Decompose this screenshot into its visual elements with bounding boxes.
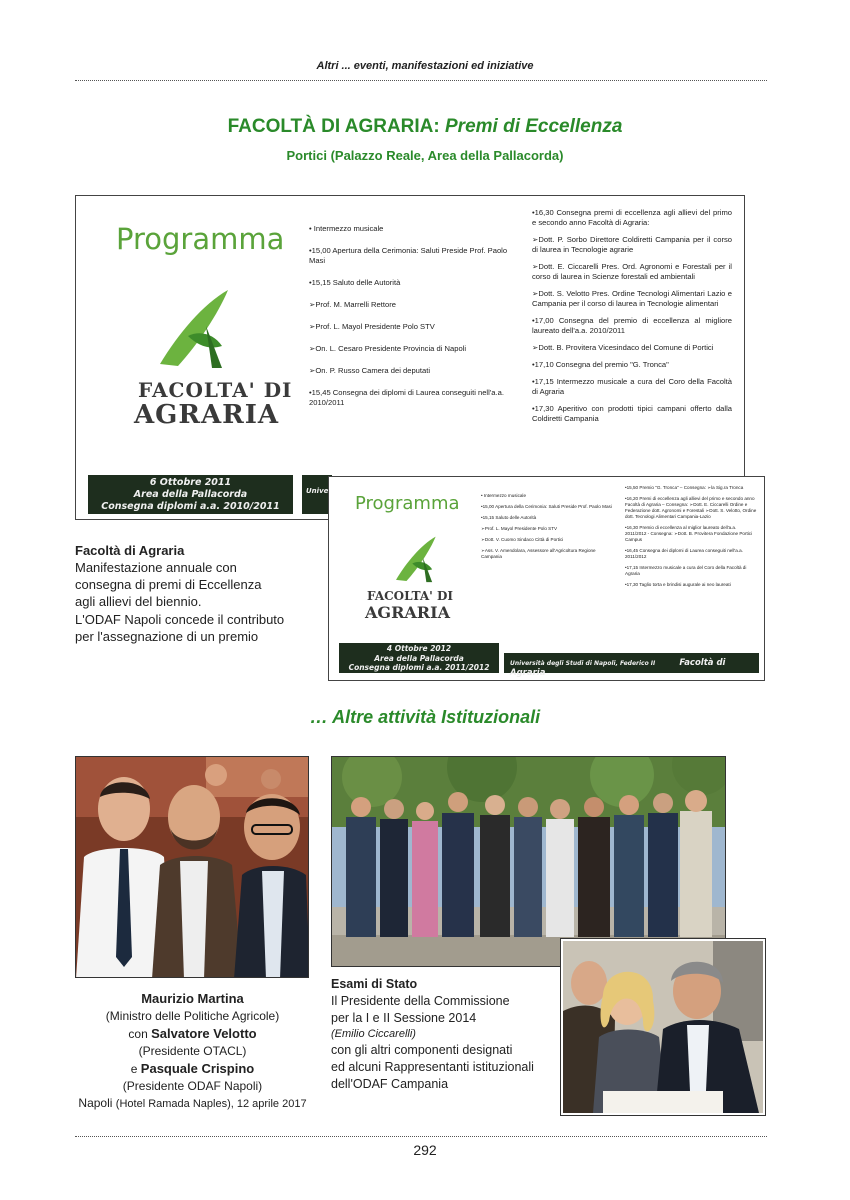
photo-group-image	[332, 757, 726, 967]
caption-line: per l'assegnazione di un premio	[75, 628, 259, 644]
program-card-2011	[75, 195, 745, 520]
program-column-2	[625, 485, 757, 593]
caption-connector: con	[128, 1026, 148, 1041]
program-item: •17,00 Consegna del premio di eccellenza al migliore laureato dell'a.a. 2010/2011	[532, 316, 732, 336]
program-item: •17,30 Taglio torta e brindisi augurale ai neo laureati	[625, 581, 731, 587]
footer-university: Università degli Studi di Napoli, Federico II	[510, 660, 656, 667]
photo-commission-inset	[561, 939, 765, 1115]
banner-date: 6 Ottobre 2011	[149, 477, 232, 488]
program-footer	[504, 653, 759, 678]
footer-faculty: Facoltà di Agraria	[510, 658, 726, 678]
article-title-italic: Premi di Eccellenza	[445, 116, 623, 137]
logo-text-line2: AGRARIA	[134, 400, 280, 430]
program-item: •17,15 Intermezzo musicale a cura del Coro della Facoltà di Agraria	[532, 377, 732, 397]
program-column-1	[481, 493, 613, 565]
logo-text-line1: FACOLTA' DI	[367, 589, 454, 603]
program-item: • Intermezzo musicale	[481, 493, 527, 498]
page-number: 292	[413, 1142, 437, 1158]
agraria-leaf-logo-icon	[389, 532, 445, 588]
person-name: Pasquale Crispino	[140, 1060, 255, 1076]
header-divider	[75, 80, 767, 81]
article-subtitle: Portici (Palazzo Reale, Area della Pallacorda)	[286, 148, 564, 163]
photo-esami-di-stato-group	[331, 756, 726, 967]
program-column-1	[309, 224, 514, 420]
program-heading: Programma	[116, 222, 285, 256]
caption-date: , 12 aprile 2017	[230, 1097, 307, 1110]
program-item: •15,00 Apertura della Cerimonia: Saluti Preside Prof. Paolo Masi	[309, 246, 508, 266]
program-item: ➢Ass. V. Amendolara, Assessore all'Agricoltura Regione Campania	[481, 547, 596, 559]
caption-venue: (Hotel Ramada Naples)	[115, 1097, 231, 1110]
program-card-2012	[328, 476, 765, 681]
program-banner	[88, 475, 293, 514]
caption-title: Esami di Stato	[331, 977, 418, 991]
program-heading: Programma	[355, 493, 460, 514]
program-item: ➢Prof. M. Marrelli Rettore	[309, 300, 396, 310]
program-item: • Intermezzo musicale	[309, 224, 384, 233]
logo-text-line2: AGRARIA	[365, 603, 450, 622]
program-item: ➢On. P. Russo Camera dei deputati	[309, 366, 431, 376]
article-title	[0, 116, 850, 138]
program-item: •17,10 Consegna del premio "G. Tronca"	[532, 360, 669, 370]
caption-line: consegna di premi di Eccellenza	[75, 577, 262, 593]
program-item: ➢Prof. L. Mayol Presidente Polo STV	[309, 322, 435, 332]
program-item: •15,15 Saluto delle Autorità	[481, 514, 537, 520]
program-item: •15,15 Saluto delle Autorità	[309, 278, 401, 288]
caption-line: con gli altri componenti designati	[331, 1042, 513, 1057]
program-item: ➢Dott. V. Cuomo Sindaco Città di Portici	[481, 536, 564, 542]
caption-line: L'ODAF Napoli concede il contributo	[75, 611, 285, 627]
caption-line: dell'ODAF Campania	[331, 1076, 449, 1091]
caption-line: ed alcuni Rappresentanti istituzionali	[331, 1059, 534, 1074]
caption-place-date	[75, 1095, 310, 1112]
program-item: •15,00 Apertura della Cerimonia: Saluti Preside Prof. Paolo Masi	[481, 503, 612, 509]
program-item: •15,50 Premio "G. Tronca" – Consegna: ➢la Sig.ra Tronca	[625, 485, 744, 490]
photo-commission-image	[563, 941, 763, 1113]
program-item: •17,30 Aperitivo con prodotti tipici campani offerto dalla Coldiretti Campania	[532, 404, 732, 424]
person-role: (Ministro delle Politiche Agricole)	[105, 1009, 280, 1024]
program-banner	[339, 643, 499, 673]
program-item: •16,20 Premi di eccellenza agli allievi del primo e secondo anno Facoltà di Agraria – Consegna: ➢Dott. E. Ciccarelli Ordine e Federazione dott. Agronomi e Forestali ➢Dott. S. Velotto, Ordine dott. Tecnologi Alimentari Campania-Lazio	[625, 495, 757, 519]
program-item: •17,15 Intermezzo musicale a cura del Coro della Facoltà di Agraria	[625, 564, 747, 576]
banner-date: 4 Ottobre 2012	[386, 644, 452, 653]
logo-text-line1: FACOLTA' DI	[138, 378, 293, 402]
caption-line: per la I e II Sessione 2014	[331, 1011, 477, 1025]
caption-connector: e	[130, 1061, 138, 1076]
banner-event: Consegna diplomi a.a. 2010/2011	[101, 501, 280, 512]
caption-facolta-agraria	[75, 542, 315, 645]
program-item: ➢On. L. Cesaro Presidente Provincia di Napoli	[309, 344, 467, 354]
person-role: (Presidente ODAF Napoli)	[122, 1079, 263, 1094]
person-name: Salvatore Velotto	[151, 1025, 257, 1041]
running-header: Altri ... eventi, manifestazioni ed iniziative	[316, 60, 534, 72]
section-title-altre-attivita: … Altre attività Istituzionali	[309, 707, 541, 727]
agraria-leaf-logo-icon	[148, 284, 244, 376]
program-footer-fragment: Unive	[302, 475, 332, 514]
banner-place: Area della Pallacorda	[374, 653, 464, 663]
footer-divider	[75, 1136, 767, 1137]
caption-line	[75, 1025, 310, 1043]
person-role: (Presidente OTACL)	[138, 1044, 247, 1059]
caption-line: Il Presidente della Commissione	[331, 994, 510, 1008]
program-item: •16,30 Consegna premi di eccellenza agli allievi del primo e secondo anno Facoltà di Agraria:	[532, 208, 732, 228]
caption-place: Napoli	[78, 1095, 113, 1110]
caption-line: Manifestazione annuale con	[75, 560, 237, 576]
article-title-main: FACOLTÀ DI AGRARIA:	[227, 116, 440, 137]
program-item: ➢Dott. S. Velotto Pres. Ordine Tecnologi Alimentari Lazio e Campania per il corso di laurea in Tecnologie alimentari	[532, 289, 732, 309]
program-item: ➢Dott. P. Sorbo Direttore Coldiretti Campania per il corso di laurea in Tecnologie agrarie	[532, 235, 732, 255]
caption-line: agli allievi del biennio.	[75, 594, 202, 610]
program-item: ➢Dott. B. Provitera Vicesindaco del Comune di Portici	[532, 343, 714, 353]
caption-esami-di-stato	[331, 976, 559, 1093]
program-item: ➢Dott. E. Ciccarelli Pres. Ord. Agronomi e Forestali per il corso di laurea in Scienze forestali ed ambientali	[532, 262, 732, 282]
caption-line	[75, 1060, 310, 1078]
program-item: •16,30 Premio di eccellenza al miglior laureato dell'a.a. 2011/2012 - Consegna: ➢Dott. B. Provitera Fondazione Portici Campus	[625, 524, 753, 542]
program-item: ➢Prof. L. Mayol Presidente Polo STV	[481, 525, 558, 531]
photo-three-men-image	[76, 757, 309, 978]
program-item: •15,45 Consegna dei diplomi di Laurea conseguiti nell'a.a. 2010/2011	[309, 388, 504, 408]
photo-martina-velotto-crispino	[75, 756, 309, 978]
caption-martina	[75, 990, 310, 1112]
banner-place: Area della Pallacorda	[133, 489, 248, 500]
program-column-2	[532, 208, 732, 431]
program-item: •16,45 Consegna dei diplomi di Laurea conseguiti nell'a.a. 2011/2012	[625, 547, 743, 559]
caption-line: (Emilio Ciccarelli)	[331, 1028, 416, 1040]
caption-title: Facoltà di Agraria	[75, 543, 185, 558]
person-name: Maurizio Martina	[141, 991, 244, 1006]
banner-event: Consegna diplomi a.a. 2011/2012	[348, 663, 490, 672]
